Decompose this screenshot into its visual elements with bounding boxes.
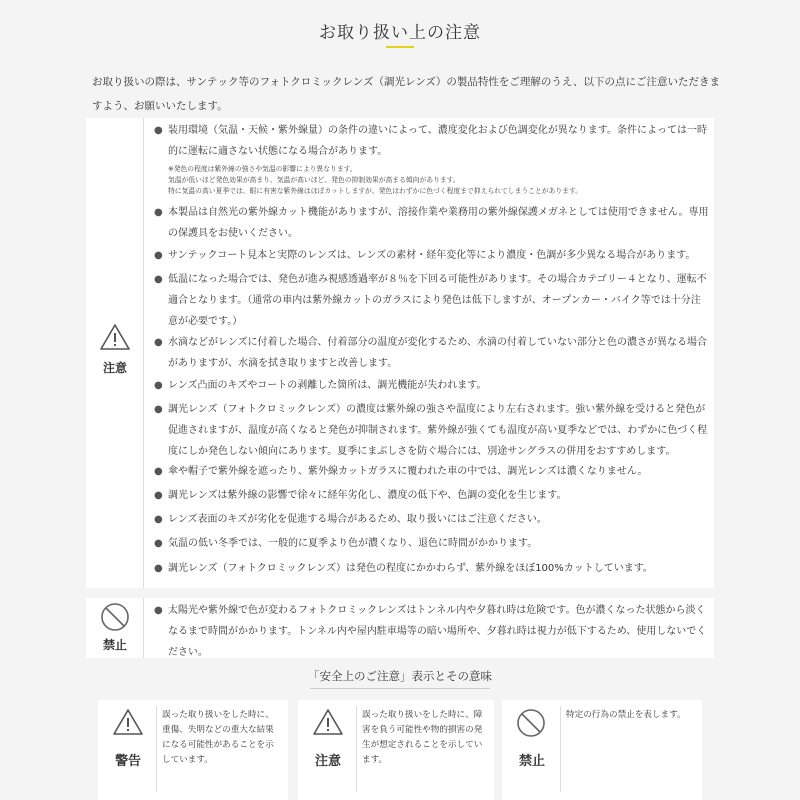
prohibit-label: 禁止 [102,638,127,652]
caution-item: ● 本製品は自然光の紫外線カット機能がありますが、溶接作業や業務用の紫外線保護メガネとしては使用できません。専用の保護具をお使いください。 [154,207,709,239]
caution-note: 特に気温の高い夏季では、眼に有害な紫外線はほぼカットしますが、発色はわずかに色づく程度まで抑えられてしまうことがあります。 [168,187,582,195]
legend-card-divider [156,706,157,792]
page-title: お取り扱い上の注意 [319,23,481,43]
legend-title: 「安全上のご注意」表示とその意味 [308,669,492,683]
caution-item: ● 調光レンズは紫外線の影響で徐々に経年劣化し、濃度の低下や、色調の変化を生じます。 [154,490,567,501]
legend-card-caution [298,700,494,800]
caution-item: ● 低温になった場合では、発色が進み視感透過率が８％を下回る可能性があります。その場合カテゴリー４となり、運転不適合となります。（通常の車内は紫外線カットのガラスにより発色は低下しますが、オープンカー・バイク等では十分注意が必要です。） [154,274,707,327]
intro-text: お取り扱いの際は、サンテック等のフォトクロミックレンズ（調光レンズ）の製品特性をご理解のうえ、以下の点にご注意いただきますよう、お願いいたします。 [92,76,721,112]
caution-item: ● 装用環境（気温・天候・紫外線量）の条件の違いによって、濃度変化および色調変化が異なります。条件によっては一時的に運転に適さない状態になる場合があります。 ※発色の程度は紫外線の強さや気温の影響により異なります。 気温が低いほど発色効果が高まり、気温が高いほど、発色の抑制効果が高まる傾向があります。 特に気温の高い夏季では、眼に有害な紫外線はほぼカットしますが、発色はわずかに色づく程度まで抑えられてしまうことがあります。 [154,120,710,197]
warning-triangle-icon [312,708,344,736]
prohibited-icon [516,708,546,738]
legend-title-underline [310,688,490,689]
caution-item: ● 傘や帽子で紫外線を遮ったり、紫外線カットガラスに覆われた車の中では、調光レンズは濃くなりません。 [154,466,648,477]
caution-box [86,118,714,588]
caution-item: ● 気温の低い冬季では、一般的に夏季より色が濃くなり、退色に時間がかかります。 [154,538,538,549]
caution-item: ● 調光レンズ（フォトクロミックレンズ）は発色の程度にかかわらず、紫外線をほぼ100%カットしています。 [154,563,653,574]
warning-triangle-icon [112,708,144,736]
caution-item: ● サンテックコート見本と実際のレンズは、レンズの素材・経年変化等により濃度・色調が多少異なる場合があります。 [154,250,696,261]
prohibit-sidebar [86,602,144,653]
caution-item: ● レンズ表面のキズが劣化を促進する場合があるため、取り扱いにはご注意ください。 [154,514,547,525]
prohibit-divider [143,598,144,658]
caution-note: 気温が低いほど発色効果が高まり、気温が高いほど、発色の抑制効果が高まる傾向があります。 [168,176,460,184]
caution-sidebar [86,323,144,376]
caution-divider [143,118,144,588]
caution-item: ● 水滴などがレンズに付着した場合、付着部分の温度が変化するため、水滴の付着していない部分と色の濃さが異なる場合がありますが、水滴を拭き取りますと改善します。 [154,337,708,369]
prohibit-item: ● 太陽光や紫外線で色が変わるフォトクロミックレンズはトンネル内や夕暮れ時は危険です。色が濃くなった状態から淡くなるまで時間がかかります。トンネル内や屋内駐車場等の暗い場所や、夕暮れ時は視力が低下するため、使用しないでください。 [154,605,707,658]
legend-card-divider [560,706,561,792]
caution-label: 注意 [102,361,127,375]
caution-item: ● 調光レンズ（フォトクロミックレンズ）の濃度は紫外線の強さや温度により左右されます。強い紫外線を受けると発色が促進されますが、温度が高くなると発色が抑制されます。紫外線が強くても温度が高い夏季などでは、わずかに色づく程度にしか発色しない傾向にあります。夏季にまぶしさを防ぐ場合には、別途サングラスの併用をおすすめします。 [154,404,708,457]
warning-triangle-icon [99,323,131,351]
legend-card-warning [98,700,288,800]
legend-card-text: 特定の行為の禁止を表します。 [566,710,686,720]
legend-card-label: 禁止 [518,754,545,769]
legend-card-text: 誤った取り扱いをした時に、障害を負う可能性や物的損害の発生が想定されることを示しています。 [362,710,483,765]
caution-item: ● レンズ凸面のキズやコートの剥離した箇所は、調光機能が失われます。 [154,380,487,391]
prohibited-icon [100,602,130,632]
legend-card-label: 注意 [314,754,341,769]
legend-card-prohibit [502,700,702,800]
legend-card-label: 警告 [114,754,141,769]
title-underline [386,46,414,48]
legend-card-text: 誤った取り扱いをした時に、重傷、失明などの重大な結果になる可能性があることを示しています。 [162,710,274,765]
caution-note: ※発色の程度は紫外線の強さや気温の影響により異なります。 [168,165,357,173]
legend-card-divider [356,706,357,792]
prohibit-box [86,598,714,658]
